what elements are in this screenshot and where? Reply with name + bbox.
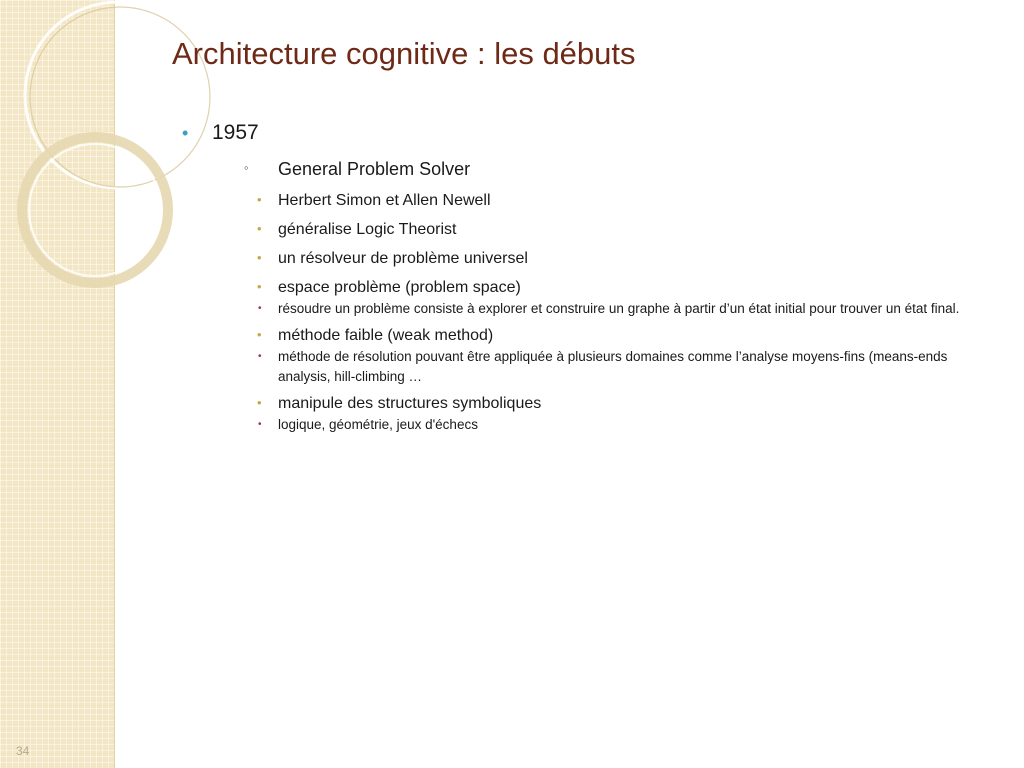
bullet-dot-icon: • [257, 395, 262, 410]
outline-level-4 [258, 415, 982, 435]
outline-item-text: un résolveur de problème universel [278, 250, 528, 267]
bullet-dot-icon: • [257, 192, 262, 207]
outline-item [254, 321, 982, 387]
outline-subitem-text: résoudre un problème consiste à explorer et construire un graphe à partir d’un état initial pour trouver un état final. [278, 301, 960, 316]
bullet-dot-icon: • [257, 221, 262, 236]
slide-title: Architecture cognitive : les débuts [172, 36, 636, 71]
slide-number: 34 [16, 744, 30, 758]
outline-item [254, 215, 982, 244]
outline-item [254, 244, 982, 273]
outline-item-text: généralise Logic Theorist [278, 221, 457, 238]
outline-item-text: méthode faible (weak method) [278, 327, 494, 344]
outline-subitem [254, 347, 982, 387]
outline-item-text: espace problème (problem space) [278, 279, 521, 296]
outline-level-4 [258, 347, 982, 387]
bullet-dot-icon: • [182, 123, 189, 143]
bullet-dot-icon: • [258, 351, 262, 362]
outline-item [254, 186, 982, 215]
outline-item-text: Herbert Simon et Allen Newell [278, 192, 491, 209]
bullet-dot-icon: • [257, 327, 262, 342]
outline-level-3 [257, 186, 982, 435]
outline-level-1 [182, 118, 982, 435]
outline-item-gps [220, 156, 982, 435]
outline-item [254, 389, 982, 435]
bullet-dot-icon: • [257, 279, 262, 294]
outline-year-text: 1957 [212, 121, 259, 144]
bullet-dot-icon: • [258, 303, 262, 314]
decorative-side-band [0, 0, 114, 768]
outline-item-year [182, 118, 982, 435]
bullet-dot-icon: • [257, 250, 262, 265]
slide-content [182, 118, 982, 437]
outline-subitem [254, 299, 982, 319]
outline-subitem-text: méthode de résolution pouvant être appliquée à plusieurs domaines comme l’analyse moyens-fins (means-ends analysis, hill-climbing … [278, 349, 948, 384]
bullet-dot-icon: • [258, 419, 262, 430]
outline-gps-text: General Problem Solver [278, 159, 471, 179]
outline-item [254, 273, 982, 319]
bullet-circle-icon: ◦ [244, 160, 249, 175]
outline-level-4 [258, 299, 982, 319]
outline-level-2 [212, 156, 982, 435]
outline-subitem-text: logique, géométrie, jeux d'échecs [278, 417, 478, 432]
outline-subitem [254, 415, 982, 435]
outline-item-text: manipule des structures symboliques [278, 395, 542, 412]
